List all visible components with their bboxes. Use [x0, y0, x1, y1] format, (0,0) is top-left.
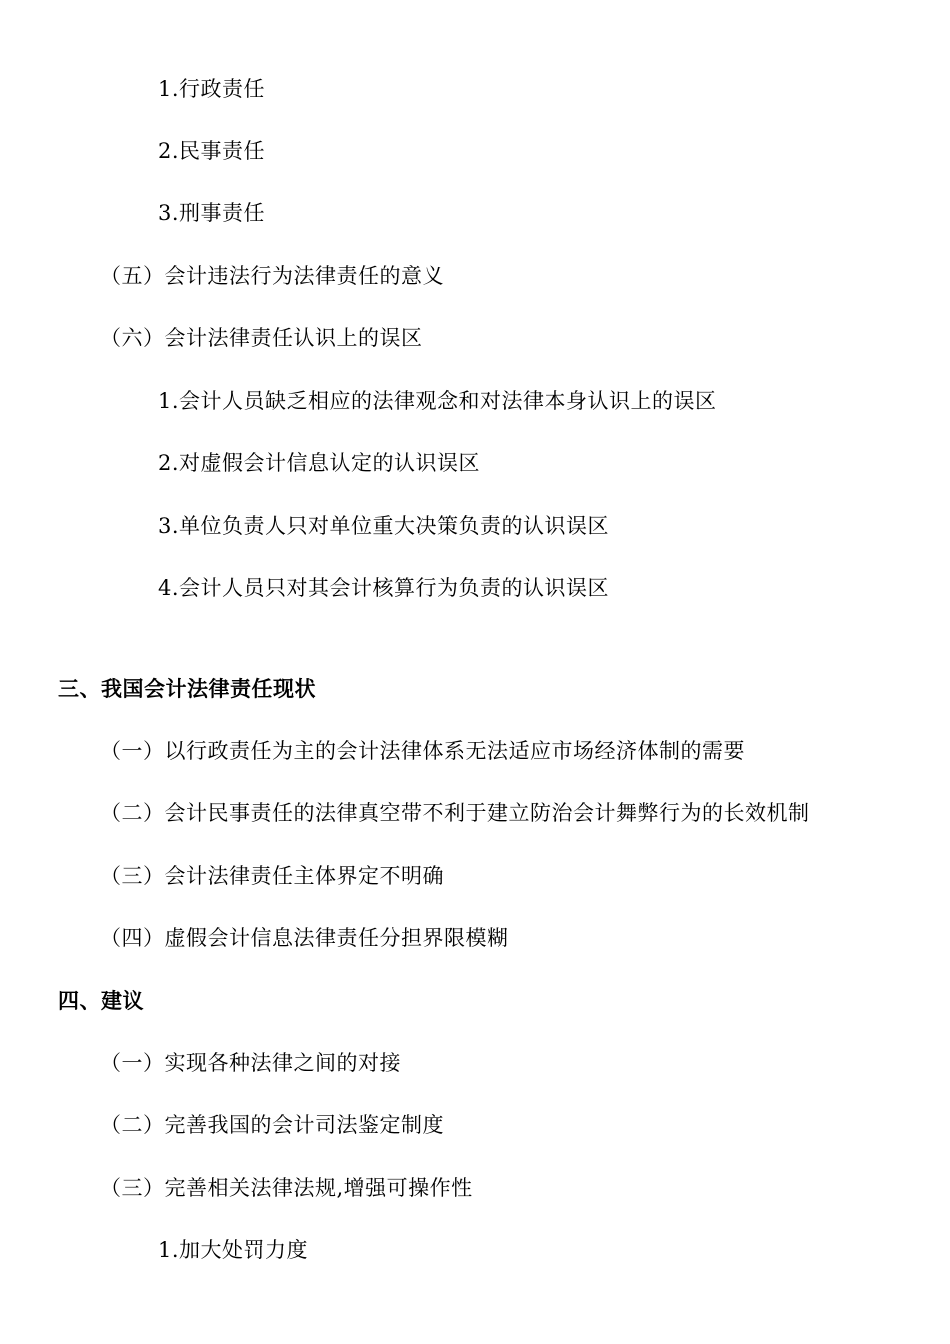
- outline-subsection-6: （六）会计法律责任认识上的误区: [100, 326, 423, 350]
- outline-subsection-3-1: （一）以行政责任为主的会计法律体系无法适应市场经济体制的需要: [100, 739, 745, 763]
- outline-item-misconception-4: 4.会计人员只对其会计核算行为负责的认识误区: [158, 576, 610, 600]
- section-heading-3: 三、我国会计法律责任现状: [58, 676, 316, 701]
- section-heading-4: 四、建议: [58, 988, 144, 1013]
- outline-item-civil-liability: 2.民事责任: [158, 139, 266, 163]
- outline-subsection-4-1: （一）实现各种法律之间的对接: [100, 1051, 401, 1075]
- outline-subsection-4-3: （三）完善相关法律法规,增强可操作性: [100, 1176, 473, 1200]
- outline-item-criminal-liability: 3.刑事责任: [158, 201, 266, 225]
- outline-item-administrative-liability: 1.行政责任: [158, 77, 266, 101]
- outline-item-misconception-1: 1.会计人员缺乏相应的法律观念和对法律本身认识上的误区: [158, 389, 717, 413]
- outline-item-increase-penalties: 1.加大处罚力度: [158, 1238, 309, 1262]
- outline-item-misconception-2: 2.对虚假会计信息认定的认识误区: [158, 451, 481, 475]
- outline-item-misconception-3: 3.单位负责人只对单位重大决策负责的认识误区: [158, 514, 610, 538]
- outline-subsection-5: （五）会计违法行为法律责任的意义: [100, 264, 444, 288]
- outline-subsection-3-2: （二）会计民事责任的法律真空带不利于建立防治会计舞弊行为的长效机制: [100, 801, 810, 825]
- outline-subsection-4-2: （二）完善我国的会计司法鉴定制度: [100, 1113, 444, 1137]
- outline-subsection-3-3: （三）会计法律责任主体界定不明确: [100, 864, 444, 888]
- outline-subsection-3-4: （四）虚假会计信息法律责任分担界限模糊: [100, 926, 509, 950]
